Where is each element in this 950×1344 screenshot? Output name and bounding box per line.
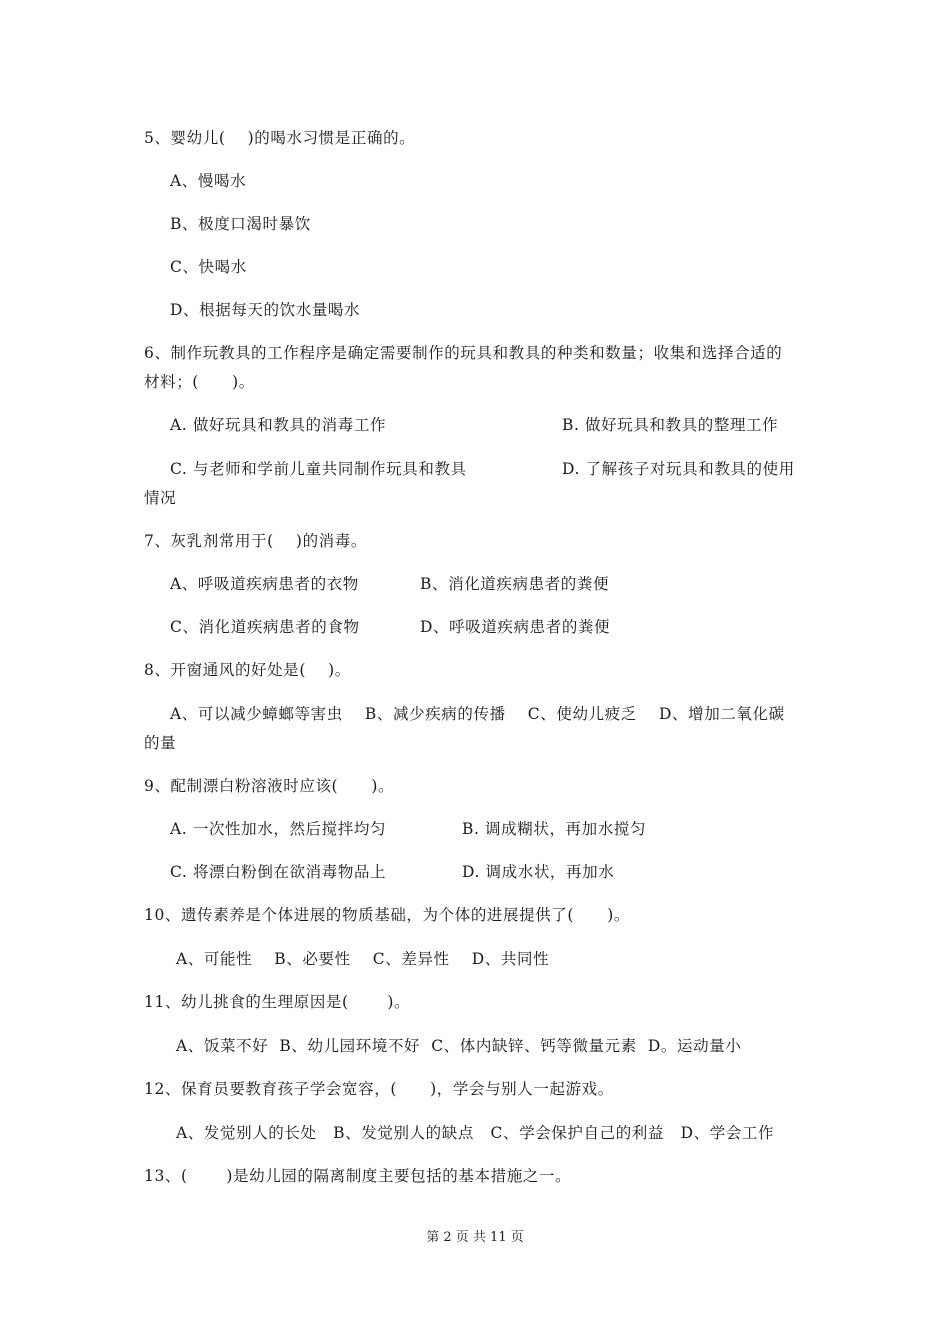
question-6-option-d-wrap: 情况 [144,489,177,507]
question-7-option-c: C、消化道疾病患者的食物 [170,618,360,636]
question-9-option-b: B. 调成糊状，再加水搅匀 [462,820,647,838]
question-12-stem: 12、保育员要教育孩子学会宽容，( )，学会与别人一起游戏。 [144,1080,614,1098]
question-12-options: A、发觉别人的长处 B、发觉别人的缺点 C、学会保护自己的利益 D、学会工作 [176,1124,775,1142]
question-8-options: A、可以减少蟑螂等害虫 B、减少疾病的传播 C、使幼儿疲乏 D、增加二氧化碳 [170,705,785,723]
question-6-option-a: A. 做好玩具和教具的消毒工作 [170,416,387,434]
question-7-option-d: D、呼吸道疾病患者的粪便 [420,618,611,636]
question-6-stem-line-2: 材料；( )。 [144,373,255,391]
question-13-stem: 13、( )是幼儿园的隔离制度主要包括的基本措施之一。 [144,1167,572,1185]
question-7-option-a: A、呼吸道疾病患者的衣物 [170,575,359,593]
question-10-options: A、可能性 B、必要性 C、差异性 D、共同性 [176,950,550,968]
question-9-option-a: A. 一次性加水，然后搅拌均匀 [170,820,387,838]
question-5-option-c: C、快喝水 [170,258,247,276]
question-6-option-b: B. 做好玩具和教具的整理工作 [562,416,779,434]
question-6-option-c: C. 与老师和学前儿童共同制作玩具和教具 [170,460,467,478]
page-number-footer: 第 2 页 共 11 页 [426,1230,524,1245]
question-5-option-d: D、根据每天的饮水量喝水 [170,301,361,319]
question-9-stem: 9、配制漂白粉溶液时应该( )。 [144,777,395,795]
question-7-stem: 7、灰乳剂常用于( )的消毒。 [144,532,367,550]
question-7-option-b: B、消化道疾病患者的粪便 [420,575,610,593]
question-5-option-a: A、慢喝水 [170,172,247,190]
question-9-option-d: D. 调成水状，再加水 [462,863,615,881]
question-6-option-d: D. 了解孩子对玩具和教具的使用 [562,460,795,478]
question-8-stem: 8、开窗通风的好处是( )。 [144,661,351,679]
question-8-options-wrap: 的量 [144,734,177,752]
question-6-stem-line-1: 6、制作玩教具的工作程序是确定需要制作的玩具和教具的种类和数量；收集和选择合适的 [144,344,783,362]
question-5-stem: 5、婴幼儿( )的喝水习惯是正确的。 [144,129,416,147]
question-11-stem: 11、幼儿挑食的生理原因是( )。 [144,993,411,1011]
question-10-stem: 10、遗传素养是个体进展的物质基础，为个体的进展提供了( )。 [144,906,630,924]
question-11-options: A、饭菜不好 B、幼儿园环境不好 C、体内缺锌、钙等微量元素 D。运动量小 [176,1037,742,1055]
question-5-option-b: B、极度口渴时暴饮 [170,215,311,233]
question-9-option-c: C. 将漂白粉倒在欲消毒物品上 [170,863,387,881]
